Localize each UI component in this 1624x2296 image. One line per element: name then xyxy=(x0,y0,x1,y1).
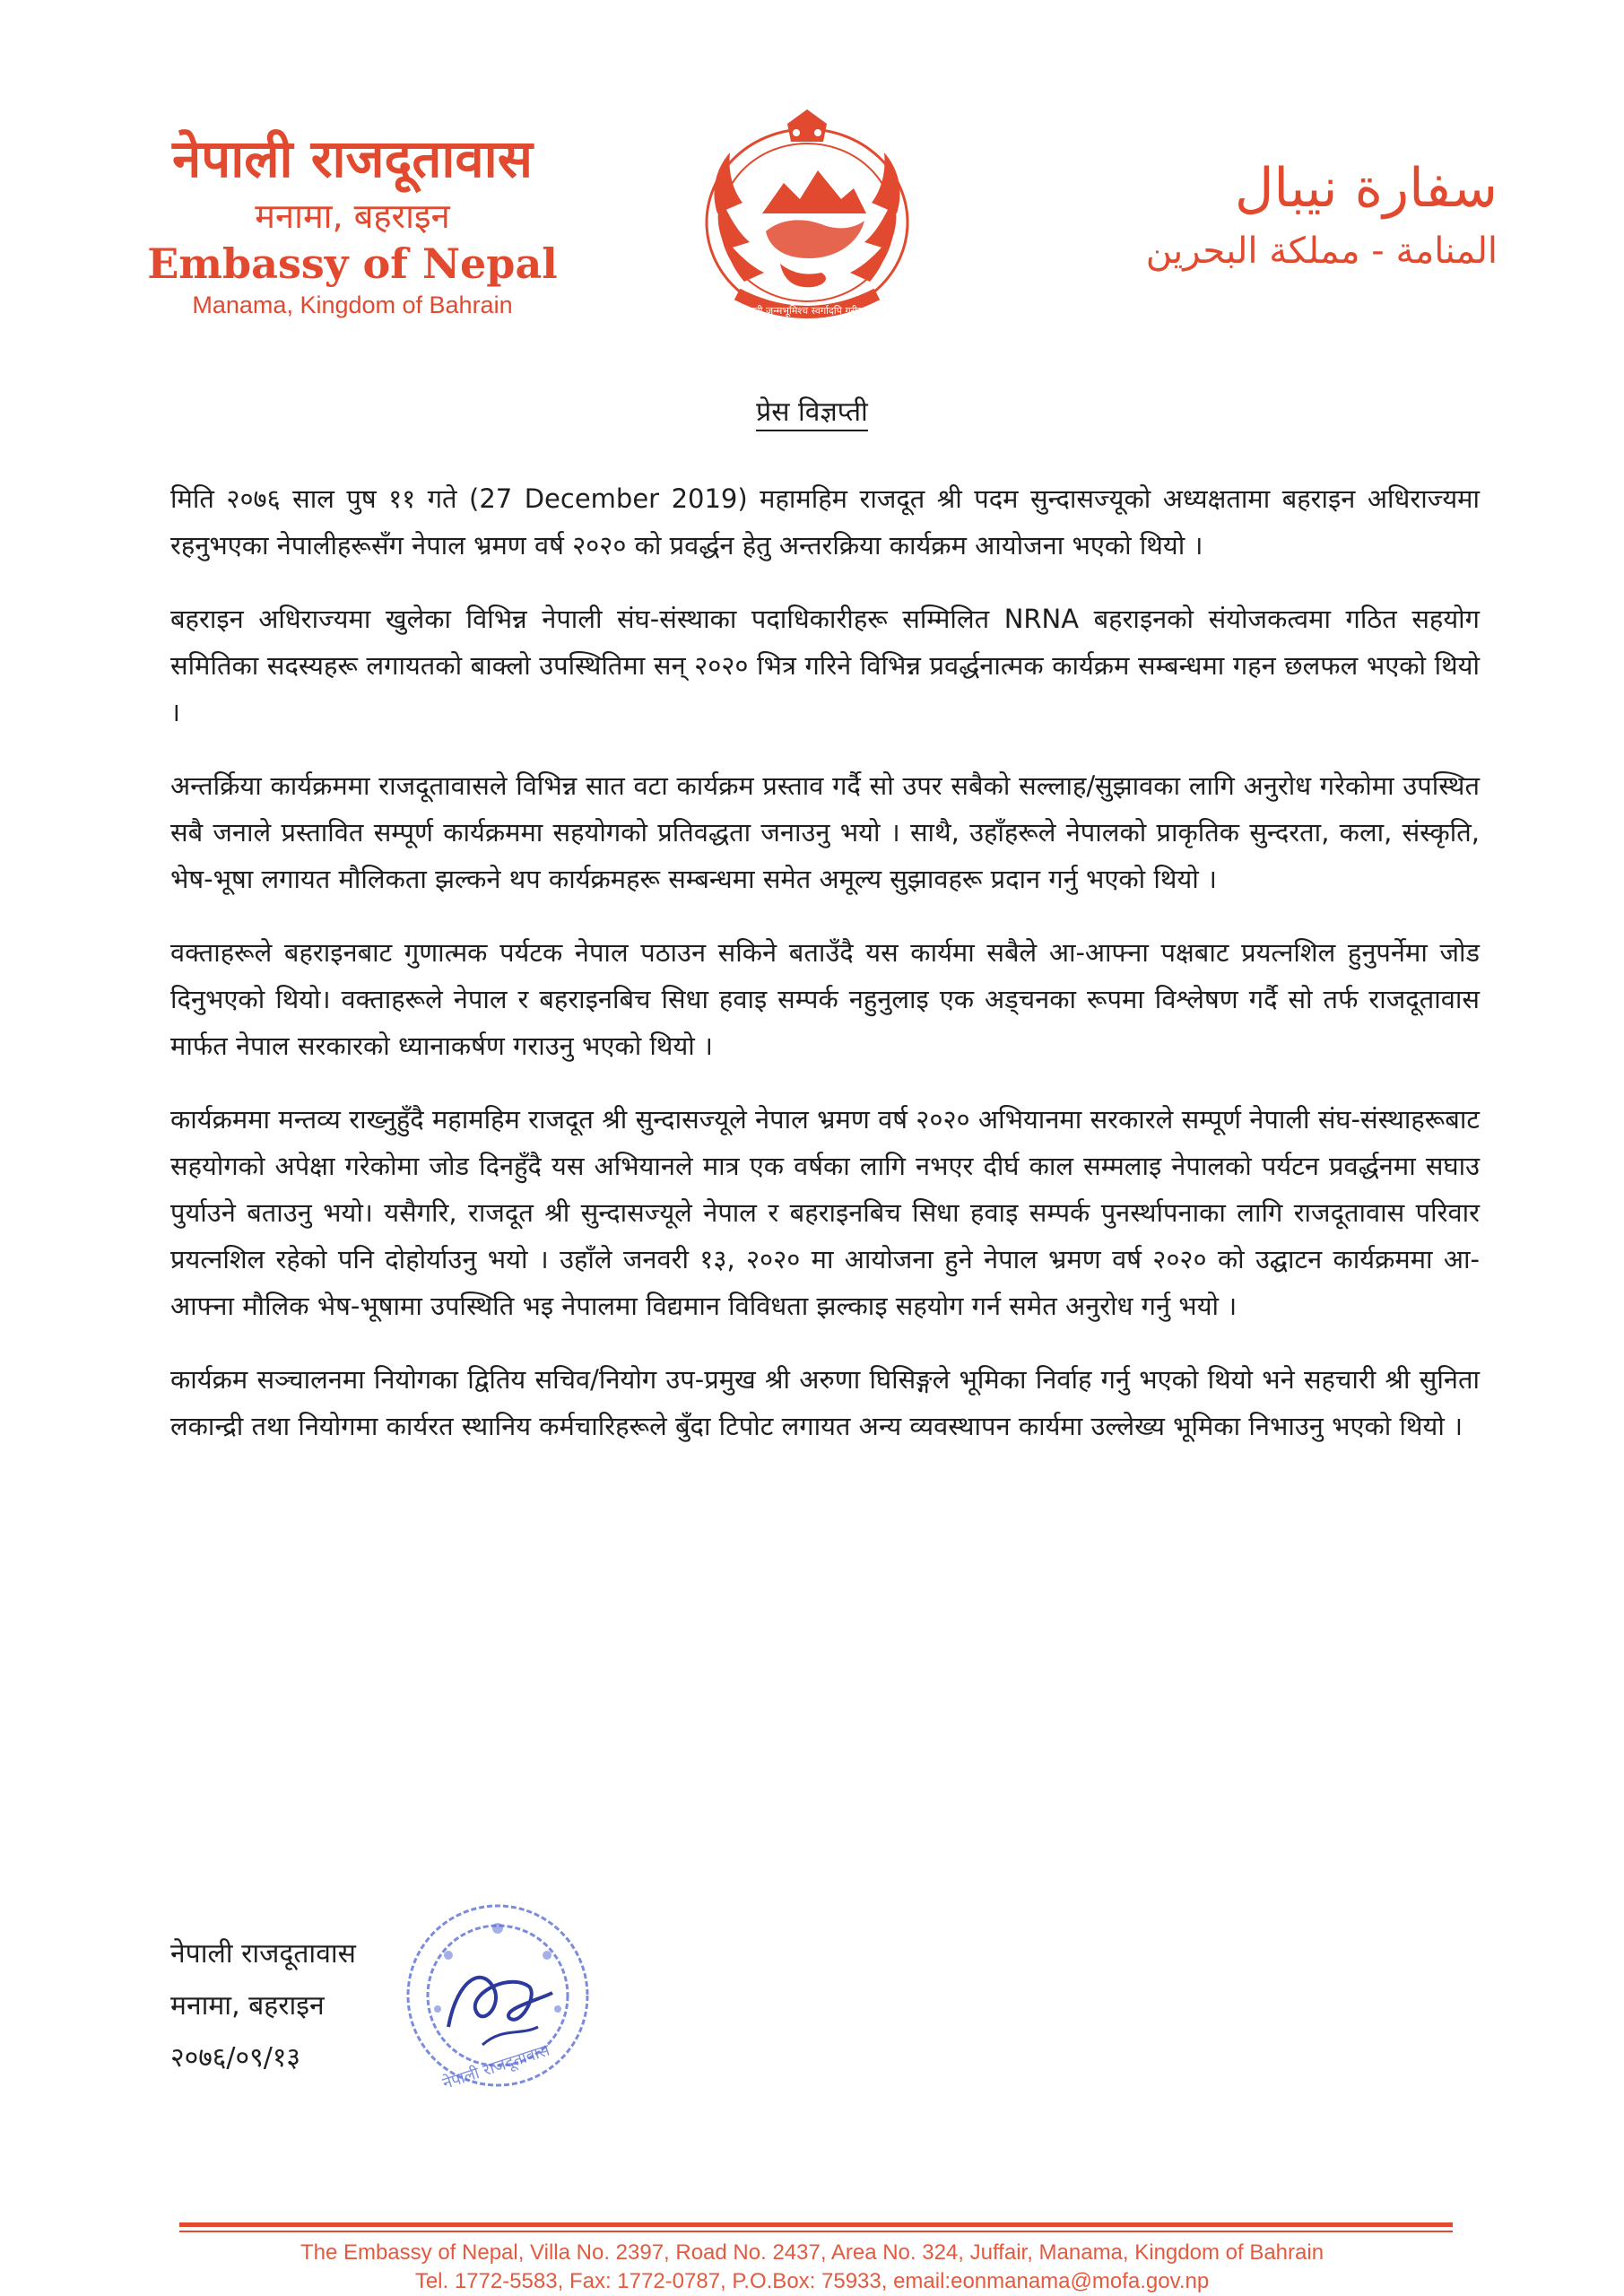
official-stamp-icon xyxy=(395,1892,601,2099)
signature-date: २०७६/०९/१३ xyxy=(170,2042,301,2074)
paragraph: वक्ताहरूले बहराइनबाट गुणात्मक पर्यटक नेपाल पठाउन सकिने बताउँदै यस कार्यमा सबैले आ-आफ्ना पक्षबाट प्रयत्नशिल हुनुपर्नेमा जोड दिनुभएको थियो। वक्ताहरूले नेपाल र बहराइनबिच सिधा हवाइ सम्पर्क नहुनुलाइ एक अड्चनका रूपमा विश्लेषण गर्दै सो तर्फ राजदूतावास मार्फत नेपाल सरकारको ध्यानाकर्षण गराउनु भएको थियो । xyxy=(170,937,1480,1061)
footer-address: The Embassy of Nepal, Villa No. 2397, Road No. 2437, Area No. 324, Juffair, Manama, Kingdom of Bahrain xyxy=(300,2240,1324,2265)
svg-text:नेपाली राजदूतावास: नेपाली राजदूतावास xyxy=(440,2040,552,2093)
signatory-city: मनामा, बहराइन xyxy=(170,1990,325,2022)
paragraph: मिति २०७६ साल पुष ११ गते (27 December 2019) महामहिम राजदूत श्री पदम सुन्दासज्यूको अध्यक्षतामा बहराइन अधिराज्यमा रहनुभएका नेपालीहरूसँग नेपाल भ्रमण वर्ष २०२० को प्रवर्द्धन हेतु अन्तरक्रिया कार्यक्रम आयोजना भएको थियो । xyxy=(170,483,1480,561)
embassy-nepali-title: नेपाली राजदूतावास xyxy=(172,128,533,189)
paragraph: अन्तर्क्रिया कार्यक्रममा राजदूतावासले विभिन्न सात वटा कार्यक्रम प्रस्ताव गर्दै सो उपर सबैको सल्लाह/सुझावका लागि अनुरोध गरेकोमा उपस्थित सबै जनाले प्रस्तावित सम्पूर्ण कार्यक्रममा सहयोगको प्रतिवद्धता जनाउनु भयो । साथै, उहाँहरूले नेपालको प्राकृतिक सुन्दरता, कला, संस्कृति, भेष-भूषा लगायत मौलिकता झल्कने थप कार्यक्रमहरू सम्बन्धमा समेत अमूल्य सुझावहरू प्रदान गर्नु भएको थियो । xyxy=(170,770,1480,894)
svg-text:जननी जन्मभूमिश्च स्वर्गादपि गर: जननी जन्मभूमिश्च स्वर्गादपि गरीयसी xyxy=(742,305,873,317)
letterhead-right xyxy=(1031,152,1498,278)
embassy-arabic-title: سفارة نيبال xyxy=(1234,157,1498,220)
footer-divider-thin xyxy=(179,2231,1453,2232)
letterhead-left xyxy=(142,126,563,321)
footer-divider xyxy=(179,2222,1453,2227)
embassy-nepali-city: मनामा, बहराइन xyxy=(255,196,450,236)
letterhead xyxy=(0,0,1624,359)
footer xyxy=(0,2239,1624,2296)
embassy-english-title: Embassy of Nepal xyxy=(147,239,558,288)
nepal-emblem-icon xyxy=(690,106,924,330)
paragraph: कार्यक्रममा मन्तव्य राख्नुहुँदै महामहिम राजदूत श्री सुन्दासज्यूले नेपाल भ्रमण वर्ष २०२० अभियानमा सरकारले सम्पूर्ण नेपाली संघ-संस्थाहरूबाट सहयोगको अपेक्षा गरेकोमा जोड दिनहुँदै यस अभियानले मात्र एक वर्षका लागि नभएर दीर्घ काल सम्मलाइ नेपालको पर्यटन प्रवर्द्धनमा सघाउ पुर्याउने बताउनु भयो। यसैगरि, राजदूत श्री सुन्दासज्यूले नेपाल र बहराइनबिच सिधा हवाइ सम्पर्क पुनर्स्थापनाका लागि राजदूतावास परिवार प्रयत्नशिल रहेको पनि दोहोर्याउनु भयो । उहाँले जनवरी १३, २०२० मा आयोजना हुने नेपाल भ्रमण वर्ष २०२० को उद्घाटन कार्यक्रममा आ-आफ्ना मौलिक भेष-भूषामा उपस्थिति भइ नेपालमा विद्यमान विविधता झल्काइ सहयोग गर्न समेत अनुरोध गर्नु भयो । xyxy=(170,1104,1480,1321)
signatory-name: नेपाली राजदूतावास xyxy=(170,1938,356,1970)
press-release-title-text: प्रेस विज्ञप्ती xyxy=(756,396,868,431)
paragraph: बहराइन अधिराज्यमा खुलेका विभिन्न नेपाली संघ-संस्थाका पदाधिकारीहरू सम्मिलित NRNA बहराइनको संयोजकत्वमा गठित सहयोग समितिका सदस्यहरू लगायतको बाक्लो उपस्थितिमा सन् २०२० भित्र गरिने विभिन्न प्रवर्द्धनात्मक कार्यक्रम सम्बन्धमा गहन छलफल भएको थियो । xyxy=(170,604,1480,727)
press-release-title xyxy=(0,395,1624,430)
embassy-arabic-city: المنامة - مملكة البحرين xyxy=(1145,230,1498,272)
embassy-english-city: Manama, Kingdom of Bahrain xyxy=(192,291,513,318)
footer-contact: Tel. 1772-5583, Fax: 1772-0787, P.O.Box: 75933, email:eonmanama@mofa.gov.np xyxy=(414,2269,1210,2293)
letter-body xyxy=(170,475,1480,1476)
paragraph: कार्यक्रम सञ्चालनमा नियोगका द्वितिय सचिव/नियोग उप-प्रमुख श्री अरुणा घिसिङ्गले भूमिका निर्वाह गर्नु भएको थियो भने सहचारी श्री सुनिता लकान्द्री तथा नियोगमा कार्यरत स्थानिय कर्मचारिहरूले बुँदा टिपोट लगायत अन्य व्यवस्थापन कार्यमा उल्लेख्य भूमिका निभाउनु भएको थियो । xyxy=(170,1364,1480,1441)
